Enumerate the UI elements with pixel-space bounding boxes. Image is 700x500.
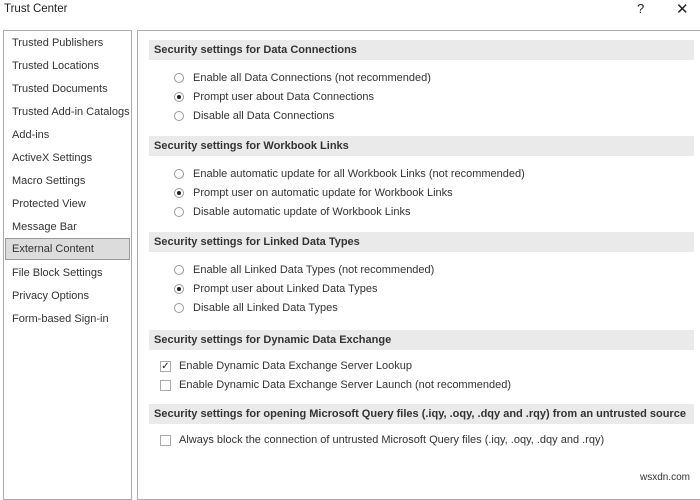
checkbox-icon xyxy=(160,435,171,446)
radio-prompt-data-connections[interactable] xyxy=(174,89,374,105)
window-title: Trust Center xyxy=(4,3,68,15)
radio-enable-workbook-links[interactable] xyxy=(174,166,525,182)
radio-prompt-workbook-links[interactable] xyxy=(174,185,453,201)
radio-selected-icon xyxy=(174,92,184,102)
sidebar-item-addins[interactable]: Add-ins xyxy=(12,129,50,141)
option-label: Enable Dynamic Data Exchange Server Lookup xyxy=(179,360,412,372)
radio-selected-icon xyxy=(174,188,184,198)
option-label: Prompt user about Data Connections xyxy=(193,91,374,103)
sidebar-item-trusted-addin-catalogs[interactable]: Trusted Add-in Catalogs xyxy=(12,106,130,118)
section-header-dde: Security settings for Dynamic Data Exchange xyxy=(149,330,694,350)
section-header-microsoft-query: Security settings for opening Microsoft Query files (.iqy, .oqy, .dqy and .rqy) from an untrusted source xyxy=(149,404,694,424)
close-button[interactable]: ✕ xyxy=(676,1,689,18)
radio-disable-linked-data-types[interactable] xyxy=(174,300,338,316)
option-label: Prompt user about Linked Data Types xyxy=(193,283,378,295)
radio-disable-data-connections[interactable] xyxy=(174,108,334,124)
radio-icon xyxy=(174,111,184,121)
sidebar-item-message-bar[interactable]: Message Bar xyxy=(12,221,77,233)
watermark: wsxdn.com xyxy=(640,472,691,483)
option-label: Enable Dynamic Data Exchange Server Launch (not recommended) xyxy=(179,379,512,391)
option-label: Disable all Linked Data Types xyxy=(193,302,338,314)
radio-disable-workbook-links[interactable] xyxy=(174,204,410,220)
option-label: Enable automatic update for all Workbook Links (not recommended) xyxy=(193,168,525,180)
sidebar-item-protected-view[interactable]: Protected View xyxy=(12,198,86,210)
sidebar-item-macro-settings[interactable]: Macro Settings xyxy=(12,175,86,187)
radio-prompt-linked-data-types[interactable] xyxy=(174,281,377,297)
sidebar-item-trusted-publishers[interactable]: Trusted Publishers xyxy=(12,37,104,49)
section-header-workbook-links: Security settings for Workbook Links xyxy=(149,136,694,156)
option-label: Enable all Linked Data Types (not recommended) xyxy=(193,264,435,276)
sidebar-item-trusted-documents[interactable]: Trusted Documents xyxy=(12,83,108,95)
sidebar xyxy=(3,30,132,500)
sidebar-item-external-content[interactable]: External Content xyxy=(5,238,130,260)
sidebar-item-form-based-sign-in[interactable]: Form-based Sign-in xyxy=(12,313,109,325)
option-label: Enable all Data Connections (not recommended) xyxy=(193,72,431,84)
radio-selected-icon xyxy=(174,284,184,294)
checkbox-dde-server-launch[interactable] xyxy=(160,377,511,393)
radio-icon xyxy=(174,207,184,217)
sidebar-item-file-block-settings[interactable]: File Block Settings xyxy=(12,267,103,279)
option-label: Disable automatic update of Workbook Links xyxy=(193,206,411,218)
radio-icon xyxy=(174,303,184,313)
radio-enable-data-connections[interactable] xyxy=(174,70,431,86)
radio-enable-linked-data-types[interactable] xyxy=(174,262,434,278)
checkbox-block-query-files[interactable] xyxy=(160,432,604,448)
section-header-data-connections: Security settings for Data Connections xyxy=(149,40,694,60)
checkbox-checked-icon: ✓ xyxy=(161,360,170,372)
option-label: Prompt user on automatic update for Workbook Links xyxy=(193,187,453,199)
main-panel xyxy=(137,30,700,500)
help-button[interactable]: ? xyxy=(637,1,645,16)
radio-icon xyxy=(174,73,184,83)
sidebar-item-privacy-options[interactable]: Privacy Options xyxy=(12,290,90,302)
option-label: Disable all Data Connections xyxy=(193,110,335,122)
option-label: Always block the connection of untrusted Microsoft Query files (.iqy, .oqy, .dqy and .rqy) xyxy=(179,434,605,446)
checkbox-icon xyxy=(160,380,171,391)
sidebar-item-activex-settings[interactable]: ActiveX Settings xyxy=(12,152,93,164)
radio-icon xyxy=(174,169,184,179)
sidebar-item-trusted-locations[interactable]: Trusted Locations xyxy=(12,60,100,72)
checkbox-dde-server-lookup[interactable] xyxy=(160,358,412,374)
radio-icon xyxy=(174,265,184,275)
section-header-linked-data-types: Security settings for Linked Data Types xyxy=(149,232,694,252)
